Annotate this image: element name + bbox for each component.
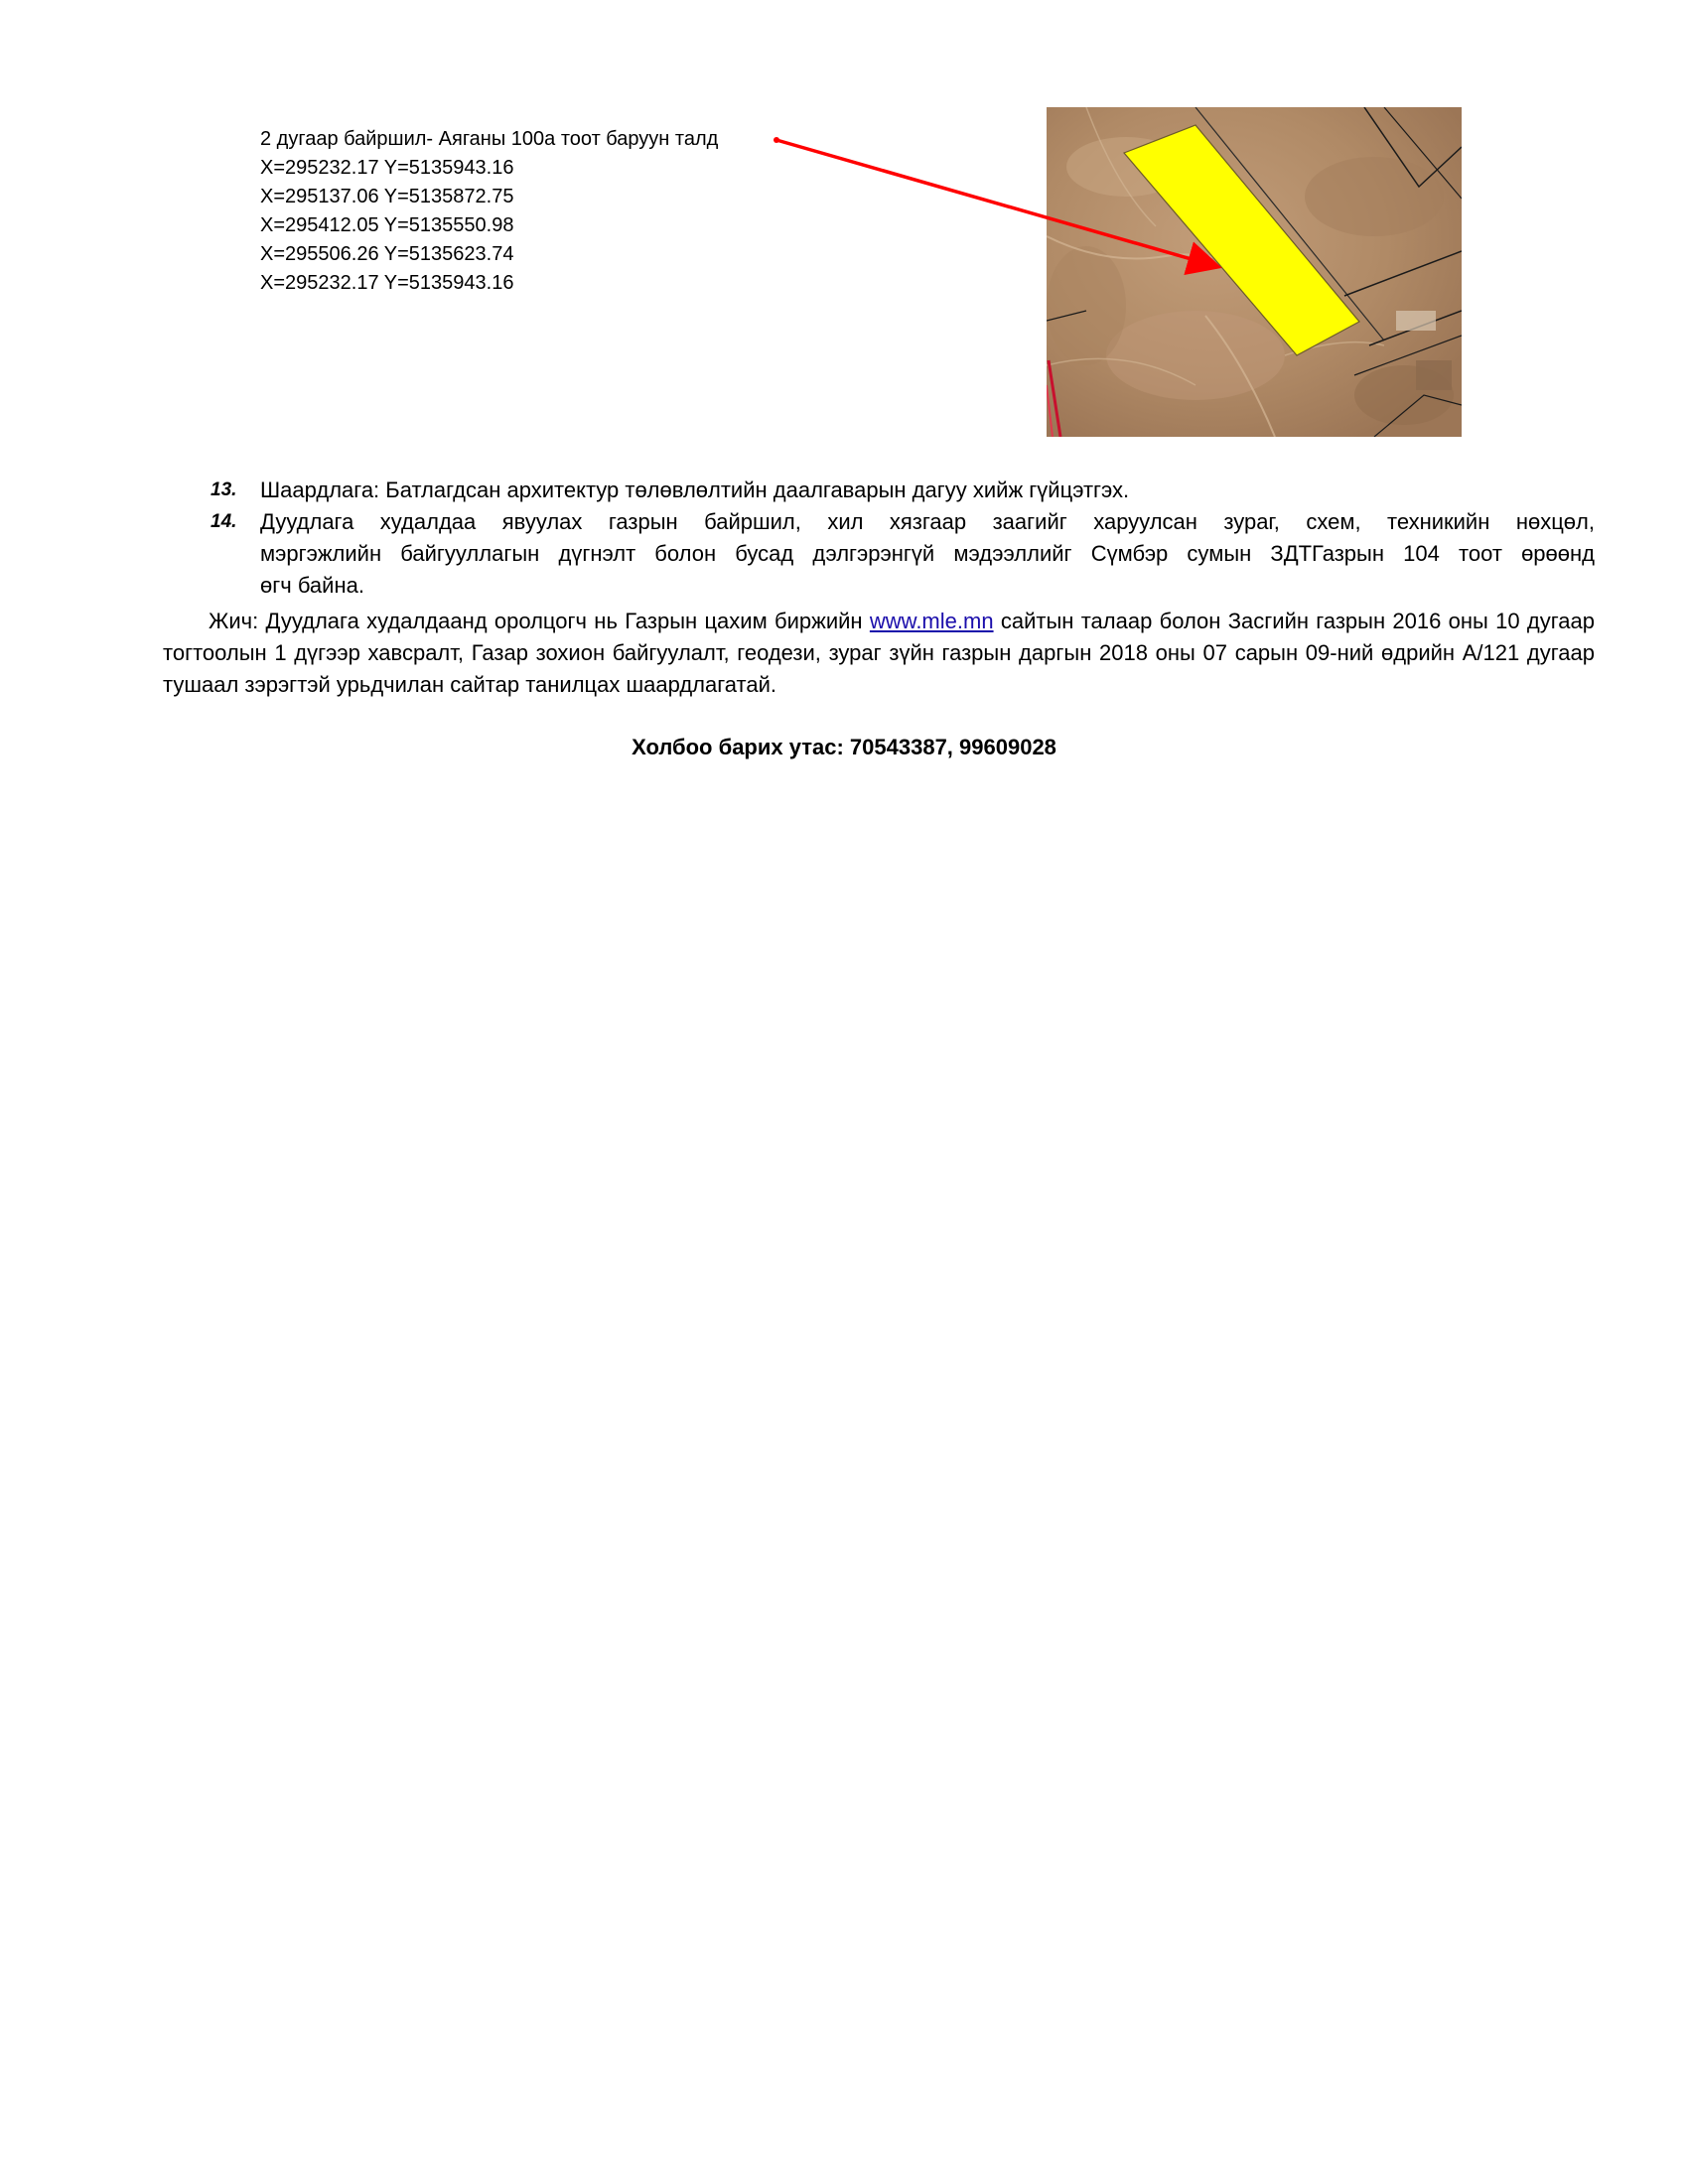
building (1416, 360, 1452, 390)
requirement-number: 13. (211, 479, 237, 500)
mle-website-link[interactable]: www.mle.mn (869, 609, 994, 633)
note-paragraph (163, 606, 1595, 701)
contact-phone-line: Холбоо барих утас: 70543387, 99609028 (632, 735, 1056, 759)
coordinate-row: X=295412.05 Y=5135550.98 (260, 214, 514, 236)
coordinate-row: X=295137.06 Y=5135872.75 (260, 186, 514, 207)
arrow-start-dot (774, 137, 779, 143)
building (1396, 311, 1436, 331)
requirement-text-line: мэргэжлийн байгууллагын дүгнэлт болон бусад дэлгэрэнгүй мэдээллийг Сүмбэр сумын ЗДТГазрын 104 тоот өрөөнд (260, 541, 1595, 566)
coordinate-row: X=295232.17 Y=5135943.16 (260, 157, 514, 179)
coordinate-row: X=295232.17 Y=5135943.16 (260, 272, 514, 294)
location-description (260, 125, 718, 298)
requirement-number: 14. (211, 511, 237, 532)
satellite-map-image (1047, 107, 1462, 437)
coordinate-row: X=295506.26 Y=5135623.74 (260, 243, 514, 265)
map-drawing (1047, 107, 1462, 437)
requirement-text-line: Дуудлага худалдаа явуулах газрын байршил, хил хязгаар заагийг харуулсан зураг, схем, техникийн нөхцөл, (260, 509, 1595, 534)
note-text-before-link: Жич: Дуудлага худалдаанд оролцогч нь Газрын цахим биржийн (209, 609, 870, 633)
requirement-text-line: өгч байна. (260, 573, 364, 598)
requirement-text: Шаардлага: Батлагдсан архитектур төлөвлөлтийн даалгаварын дагуу хийж гүйцэтгэх. (260, 478, 1130, 502)
location-title: 2 дугаар байршил- Аяганы 100а тоот баруун талд (260, 128, 719, 150)
note-text-after-link: сайтын талаар болон Засгийн газрын 2016 оны 10 дугаар тогтоолын 1 дүгээр хавсралт, Газар зохион байгуулалт, геодези, зураг зүйн газрын даргын 2018 оны 07 сарын 09-ний өдрийн А/121 дугаар тушаал зэрэгтэй урьдчилан сайтар танилцах шаардлагатай. (163, 609, 1595, 697)
